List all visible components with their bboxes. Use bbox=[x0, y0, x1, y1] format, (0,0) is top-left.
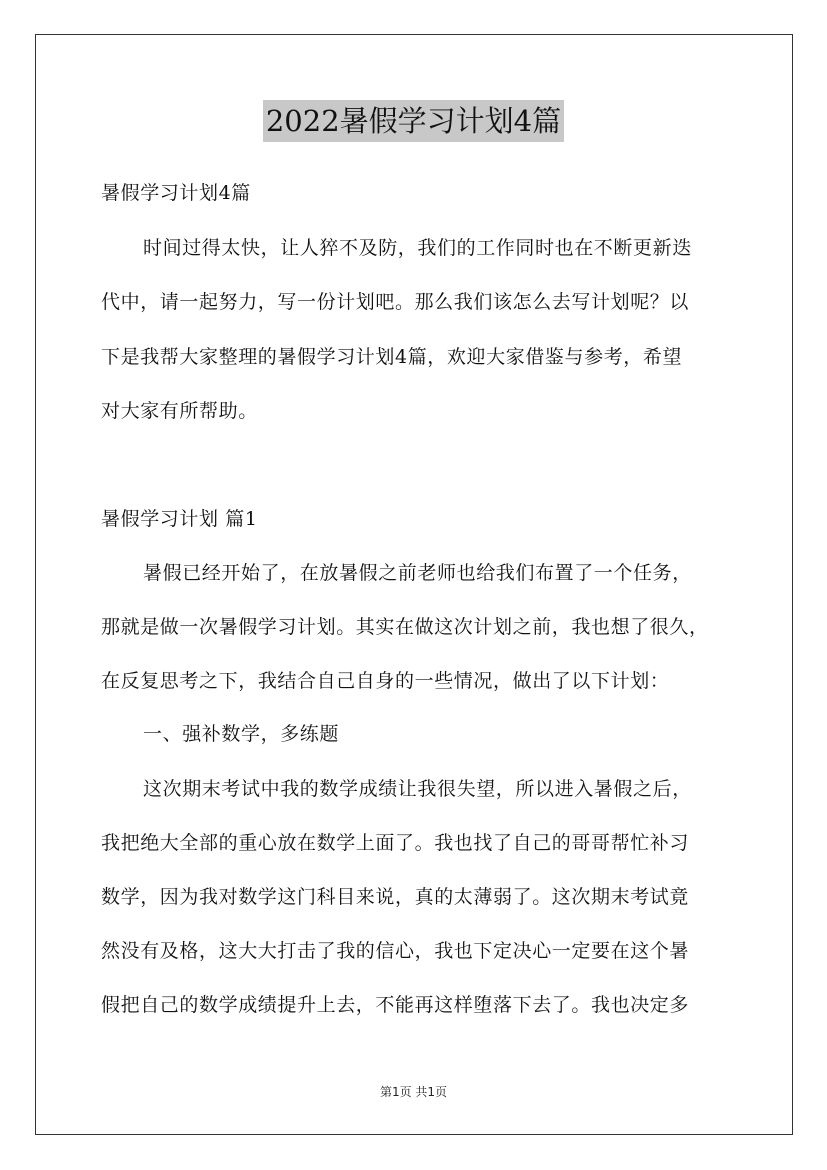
paragraph-line: 暑假已经开始了，在放暑假之前老师也给我们布置了一个任务， bbox=[143, 562, 692, 584]
paragraph-line: 代中，请一起努力，写一份计划吧。那么我们该怎么去写计划呢？以 bbox=[101, 291, 690, 313]
section-heading-intro: 暑假学习计划4篇 bbox=[101, 182, 251, 204]
section-heading-part1: 暑假学习计划 篇1 bbox=[101, 508, 258, 530]
subheading-line: 一、强补数学，多练题 bbox=[143, 723, 340, 745]
paragraph-line: 对大家有所帮助。 bbox=[101, 400, 258, 422]
paragraph-line: 假把自己的数学成绩提升上去，不能再这样堕落下去了。我也决定多 bbox=[101, 994, 690, 1016]
paragraph-line: 下是我帮大家整理的暑假学习计划4篇，欢迎大家借鉴与参考，希望 bbox=[101, 346, 683, 368]
title-container bbox=[0, 100, 827, 142]
paragraph-line: 我把绝大全部的重心放在数学上面了。我也找了自己的哥哥帮忙补习 bbox=[101, 832, 690, 854]
paragraph-line: 然没有及格，这大大打击了我的信心，我也下定决心一定要在这个暑 bbox=[101, 940, 690, 962]
paragraph-line: 那就是做一次暑假学习计划。其实在做这次计划之前，我也想了很久， bbox=[101, 616, 709, 638]
paragraph-line: 这次期末考试中我的数学成绩让我很失望，所以进入暑假之后， bbox=[143, 778, 692, 800]
paragraph-line: 数学，因为我对数学这门科目来说，真的太薄弱了。这次期末考试竟 bbox=[101, 886, 690, 908]
paragraph-line: 时间过得太快，让人猝不及防，我们的工作同时也在不断更新迭 bbox=[143, 237, 692, 259]
page-footer: 第1页 共1页 bbox=[379, 1085, 448, 1099]
paragraph-line: 在反复思考之下，我结合自己自身的一些情况，做出了以下计划： bbox=[101, 670, 670, 692]
document-title: 2022暑假学习计划4篇 bbox=[263, 100, 564, 142]
